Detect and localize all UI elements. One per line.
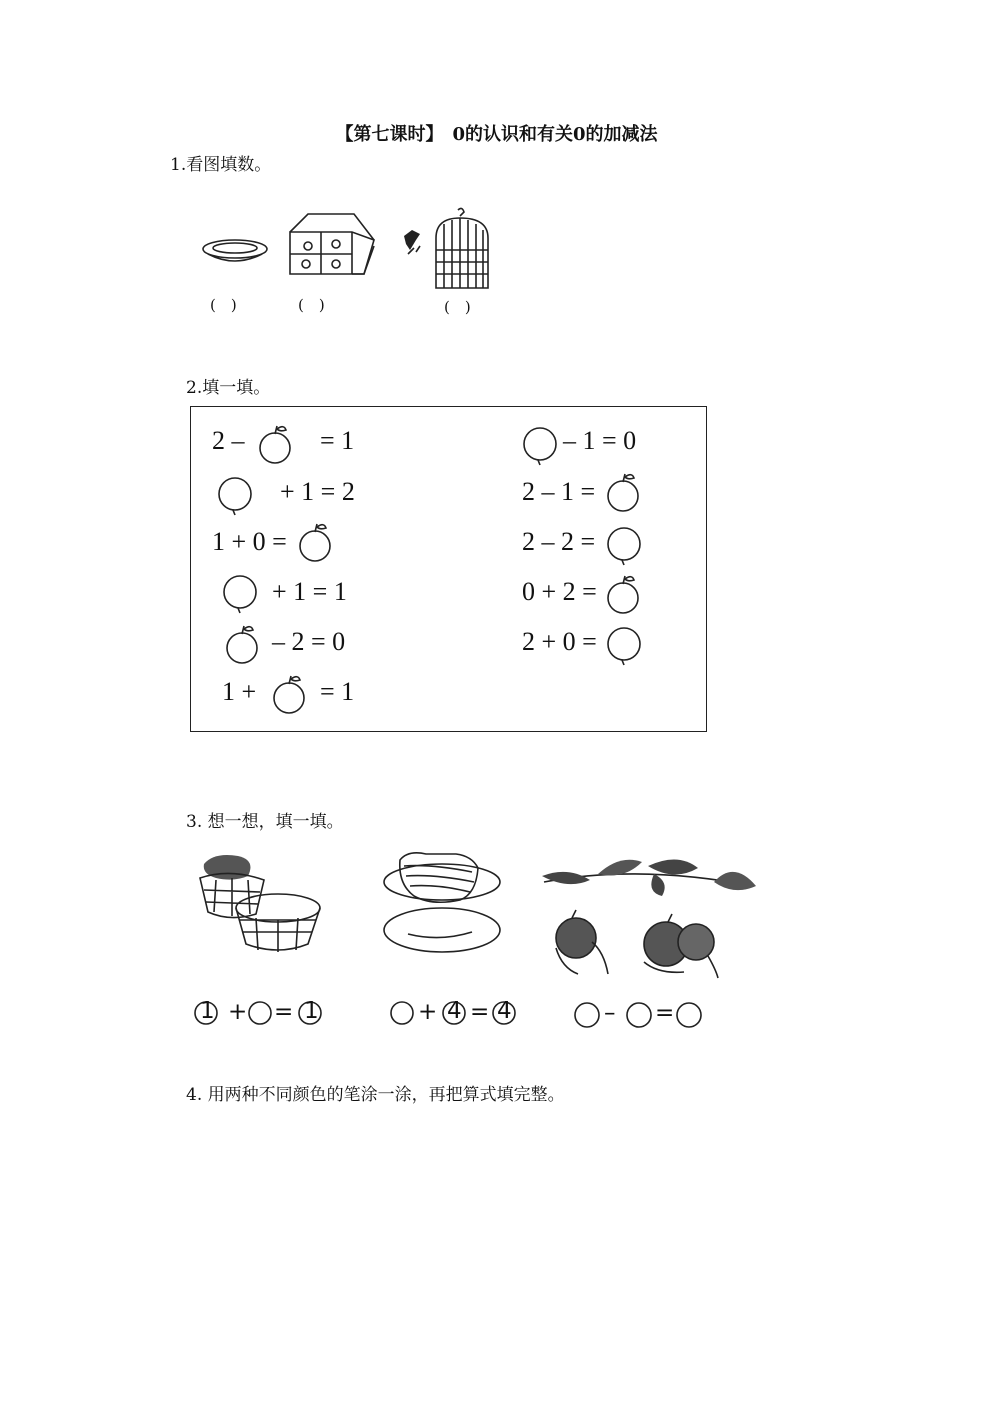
answer-circle-icon[interactable] (222, 574, 260, 614)
apple-icon[interactable] (258, 424, 294, 466)
eq-right-4: 0 + 2 = (522, 577, 597, 606)
apple-icon[interactable] (606, 472, 642, 514)
eq3b-equals: = (470, 999, 490, 1025)
eq3b-number-2: 4 (497, 998, 512, 1024)
answer-circle-icon[interactable] (606, 526, 644, 568)
blank-box[interactable]: ( ) (298, 296, 325, 314)
answer-circle-icon[interactable] (522, 426, 560, 468)
answer-circle-icon[interactable] (676, 1002, 702, 1028)
eq-left-1-part-a: 2 – (212, 426, 245, 455)
blank-plate[interactable]: ( ) (210, 296, 237, 314)
apple-icon[interactable] (606, 574, 642, 616)
eq3a-number-2: 1 (304, 998, 319, 1024)
eq3a-equals: = (274, 999, 294, 1025)
eq3b-op: + (418, 999, 438, 1025)
apple-icon[interactable] (272, 674, 308, 716)
eq-left-1-part-b: = 1 (320, 426, 355, 455)
answer-circle-icon[interactable] (574, 1002, 600, 1028)
eq-right-2: 2 – 1 = (522, 477, 596, 506)
apple-icon[interactable] (298, 522, 334, 564)
question-4-label: 4. 用两种不同颜色的笔涂一涂，再把算式填完整。 (186, 1085, 565, 1105)
blank-cage[interactable]: ( ) (444, 298, 471, 316)
eq-left-6-part-b: = 1 (320, 677, 355, 706)
answer-circle-icon[interactable] (217, 476, 255, 516)
eq3c-equals: = (655, 1000, 675, 1026)
answer-circle-icon[interactable] (390, 1000, 414, 1026)
question-3-label: 3. 想一想，填一填。 (186, 812, 344, 832)
answer-circle-icon[interactable] (248, 1000, 272, 1026)
eq3b-number-1: 4 (447, 998, 462, 1024)
question-1-label: 1.看图填数。 (170, 155, 272, 175)
apple-icon[interactable] (225, 624, 261, 666)
page-title: 【第七课时】 0的认识和有关0的加减法 (335, 124, 658, 145)
eq-left-5: – 2 = 0 (272, 627, 346, 656)
branch-fruit-illustration (538, 852, 760, 982)
eq-left-3: 1 + 0 = (212, 527, 287, 556)
eq-right-3: 2 – 2 = (522, 527, 596, 556)
eq-right-5: 2 + 0 = (522, 627, 597, 656)
eq-left-6-part-a: 1 + (222, 677, 257, 706)
plate-illustration (200, 236, 272, 268)
eq3a-number-1: 1 (200, 998, 215, 1024)
box-illustration (286, 212, 376, 284)
eq-left-2: + 1 = 2 (280, 477, 355, 506)
eq-right-1: – 1 = 0 (563, 426, 637, 455)
answer-circle-icon[interactable] (626, 1002, 652, 1028)
eq3c-op: – (604, 1000, 616, 1026)
question-2-label: 2.填一填。 (186, 378, 271, 398)
baskets-illustration (194, 852, 334, 956)
answer-circle-icon[interactable] (606, 626, 644, 668)
plates-illustration (382, 844, 508, 956)
birdcage-illustration (398, 206, 502, 296)
eq3a-op: + (228, 999, 248, 1025)
eq-left-4: + 1 = 1 (272, 577, 347, 606)
